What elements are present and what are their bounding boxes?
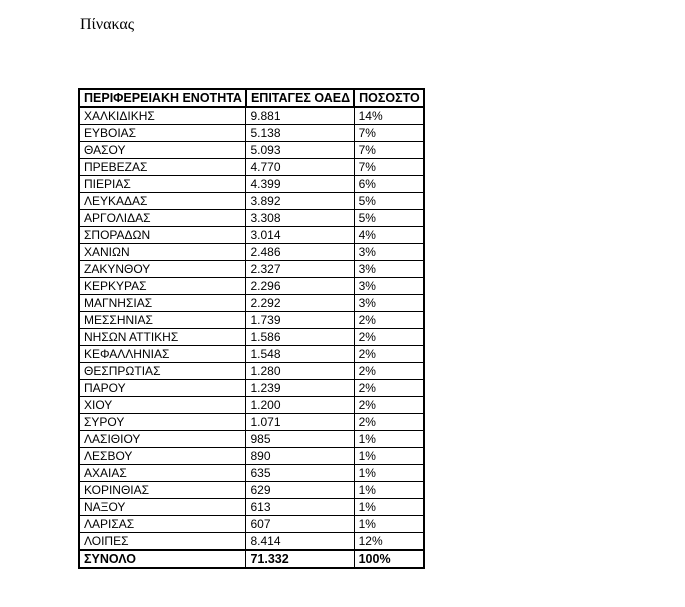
table-row	[79, 278, 424, 295]
cell-percent: 2%	[354, 346, 424, 363]
cell-percent: 1%	[354, 499, 424, 516]
cell-region: ΝΗΣΩΝ ΑΤΤΙΚΗΣ	[79, 329, 246, 346]
cell-percent: 2%	[354, 414, 424, 431]
cell-percent: 5%	[354, 210, 424, 227]
cell-region: ΧΙΟΥ	[79, 397, 246, 414]
cell-value: 1.200	[246, 397, 354, 414]
cell-region: ΚΟΡΙΝΘΙΑΣ	[79, 482, 246, 499]
cell-region: ΣΥΡΟΥ	[79, 414, 246, 431]
cell-percent: 12%	[354, 533, 424, 551]
cell-value: 2.292	[246, 295, 354, 312]
cell-region: ΛΑΡΙΣΑΣ	[79, 516, 246, 533]
cell-percent: 7%	[354, 125, 424, 142]
table-row	[79, 261, 424, 278]
cell-value: 2.296	[246, 278, 354, 295]
cell-value: 1.071	[246, 414, 354, 431]
cell-region: ΛΕΥΚΑΔΑΣ	[79, 193, 246, 210]
cell-value: 8.414	[246, 533, 354, 551]
cell-percent: 1%	[354, 465, 424, 482]
table-body	[79, 107, 424, 550]
table-row	[79, 193, 424, 210]
header-row	[79, 89, 424, 107]
cell-value: 2.327	[246, 261, 354, 278]
table-header	[79, 89, 424, 107]
table-row	[79, 465, 424, 482]
cell-value: 629	[246, 482, 354, 499]
cell-percent: 3%	[354, 278, 424, 295]
cell-value: 1.739	[246, 312, 354, 329]
table-row	[79, 448, 424, 465]
table-row	[79, 431, 424, 448]
cell-value: 890	[246, 448, 354, 465]
cell-percent: 2%	[354, 312, 424, 329]
table-row	[79, 533, 424, 551]
cell-region: ΘΕΣΠΡΩΤΙΑΣ	[79, 363, 246, 380]
column-header-region: ΠΕΡΙΦΕΡΕΙΑΚΗ ΕΝΟΤΗΤΑ	[79, 89, 246, 107]
cell-value: 5.093	[246, 142, 354, 159]
total-row	[79, 550, 424, 568]
cell-region: ΑΡΓΟΛΙΔΑΣ	[79, 210, 246, 227]
cell-percent: 2%	[354, 380, 424, 397]
cell-region: ΠΙΕΡΙΑΣ	[79, 176, 246, 193]
cell-region: ΠΑΡΟΥ	[79, 380, 246, 397]
total-label: ΣΥΝΟΛΟ	[79, 550, 246, 568]
cell-percent: 5%	[354, 193, 424, 210]
cell-region: ΛΟΙΠΕΣ	[79, 533, 246, 551]
cell-region: ΘΑΣΟΥ	[79, 142, 246, 159]
cell-value: 9.881	[246, 107, 354, 125]
cell-value: 1.548	[246, 346, 354, 363]
cell-region: ΧΑΛΚΙΔΙΚΗΣ	[79, 107, 246, 125]
total-value: 71.332	[246, 550, 354, 568]
cell-region: ΚΕΦΑΛΛΗΝΙΑΣ	[79, 346, 246, 363]
table-row	[79, 227, 424, 244]
table-row	[79, 397, 424, 414]
table-row	[79, 295, 424, 312]
cell-region: ΑΧΑΙΑΣ	[79, 465, 246, 482]
cell-percent: 3%	[354, 295, 424, 312]
cell-region: ΣΠΟΡΑΔΩΝ	[79, 227, 246, 244]
cell-value: 985	[246, 431, 354, 448]
cell-region: ΕΥΒΟΙΑΣ	[79, 125, 246, 142]
cell-region: ΧΑΝΙΩΝ	[79, 244, 246, 261]
table-row	[79, 107, 424, 125]
cell-percent: 7%	[354, 159, 424, 176]
cell-value: 3.308	[246, 210, 354, 227]
cell-percent: 2%	[354, 329, 424, 346]
cell-percent: 3%	[354, 244, 424, 261]
table-row	[79, 499, 424, 516]
cell-percent: 6%	[354, 176, 424, 193]
page-title: Πίνακας	[80, 16, 135, 33]
cell-percent: 7%	[354, 142, 424, 159]
cell-value: 613	[246, 499, 354, 516]
cell-value: 1.280	[246, 363, 354, 380]
cell-region: ΛΑΣΙΘΙΟΥ	[79, 431, 246, 448]
cell-region: ΖΑΚΥΝΘΟΥ	[79, 261, 246, 278]
cell-value: 4.399	[246, 176, 354, 193]
table-row	[79, 312, 424, 329]
cell-value: 1.239	[246, 380, 354, 397]
cell-percent: 14%	[354, 107, 424, 125]
table-row	[79, 363, 424, 380]
cell-region: ΛΕΣΒΟΥ	[79, 448, 246, 465]
cell-percent: 3%	[354, 261, 424, 278]
cell-percent: 1%	[354, 516, 424, 533]
cell-region: ΜΕΣΣΗΝΙΑΣ	[79, 312, 246, 329]
cell-value: 635	[246, 465, 354, 482]
table-row	[79, 329, 424, 346]
column-header-checks: ΕΠΙΤΑΓΕΣ ΟΑΕΔ	[246, 89, 354, 107]
cell-percent: 1%	[354, 448, 424, 465]
table-row	[79, 482, 424, 499]
table-row	[79, 159, 424, 176]
table-row	[79, 346, 424, 363]
table-row	[79, 244, 424, 261]
cell-percent: 1%	[354, 431, 424, 448]
cell-region: ΝΑΞΟΥ	[79, 499, 246, 516]
cell-value: 2.486	[246, 244, 354, 261]
column-header-percent: ΠΟΣΟΣΤΟ	[354, 89, 424, 107]
table-row	[79, 125, 424, 142]
cell-value: 4.770	[246, 159, 354, 176]
table-footer	[79, 550, 424, 568]
cell-value: 1.586	[246, 329, 354, 346]
cell-value: 607	[246, 516, 354, 533]
table-row	[79, 176, 424, 193]
cell-value: 3.892	[246, 193, 354, 210]
table-row	[79, 380, 424, 397]
table-row	[79, 516, 424, 533]
cell-region: ΠΡΕΒΕΖΑΣ	[79, 159, 246, 176]
cell-percent: 4%	[354, 227, 424, 244]
cell-region: ΚΕΡΚΥΡΑΣ	[79, 278, 246, 295]
cell-value: 5.138	[246, 125, 354, 142]
table-row	[79, 142, 424, 159]
total-percent: 100%	[354, 550, 424, 568]
cell-region: ΜΑΓΝΗΣΙΑΣ	[79, 295, 246, 312]
cell-percent: 2%	[354, 363, 424, 380]
cell-value: 3.014	[246, 227, 354, 244]
cell-percent: 1%	[354, 482, 424, 499]
table-row	[79, 414, 424, 431]
data-table	[78, 88, 425, 569]
cell-percent: 2%	[354, 397, 424, 414]
table-row	[79, 210, 424, 227]
